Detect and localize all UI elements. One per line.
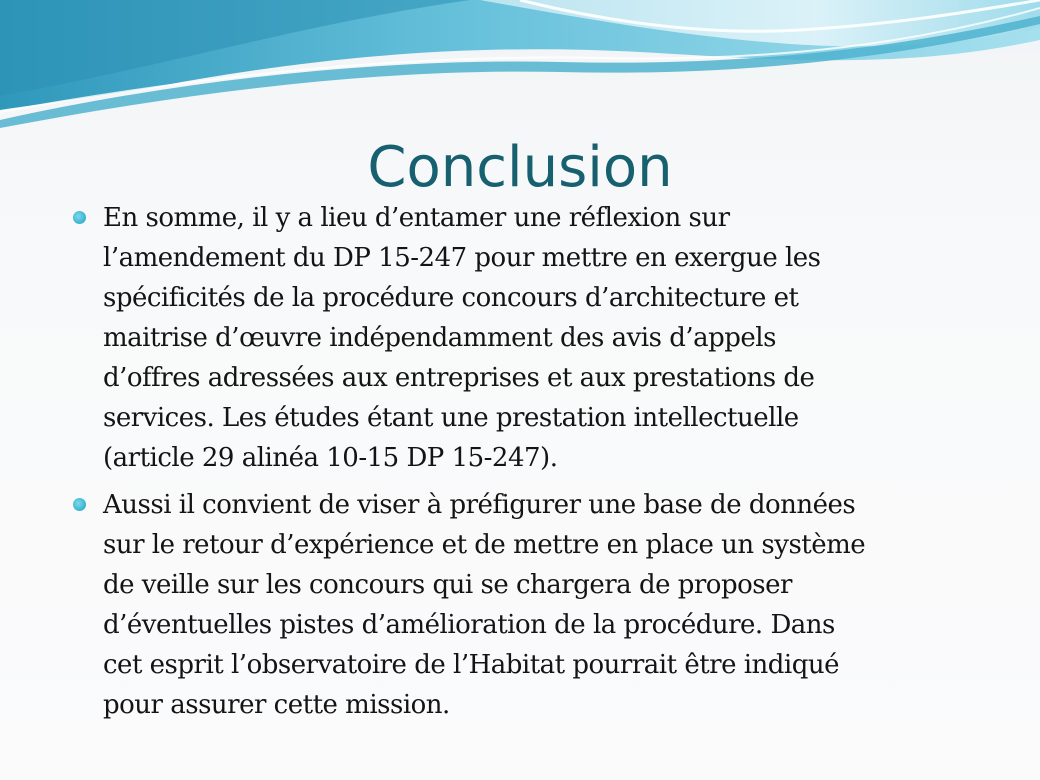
wave-header-decoration — [0, 0, 1040, 130]
bullet-dot-icon — [73, 498, 86, 511]
slide-title: Conclusion — [367, 135, 673, 200]
bullet-item — [70, 198, 970, 478]
bullet-text: En somme, il y a lieu d’entamer une réflexion sur l’amendement du DP 15-247 pour mettre en exergue les spécificités de la procédure concours d’architecture et maitrise d’œuvre indépendamment des avis d’appels d’offres adressées aux entreprises et aux prestations de services. Les études étant une prestation intellectuelle (article 29 alinéa 10-15 DP 15-247). — [103, 203, 821, 473]
bullet-list — [70, 198, 970, 732]
bullet-dot-icon — [73, 211, 86, 224]
bullet-text: Aussi il convient de viser à préfigurer une base de données sur le retour d’expérience et de mettre en place un système de veille sur les concours qui se chargera de proposer d’éventuelles pistes d’amélioration de la procédure. Dans cet esprit l’observatoire de l’Habitat pourrait être indiqué pour assurer cette mission. — [103, 490, 866, 720]
bullet-item — [70, 485, 970, 725]
